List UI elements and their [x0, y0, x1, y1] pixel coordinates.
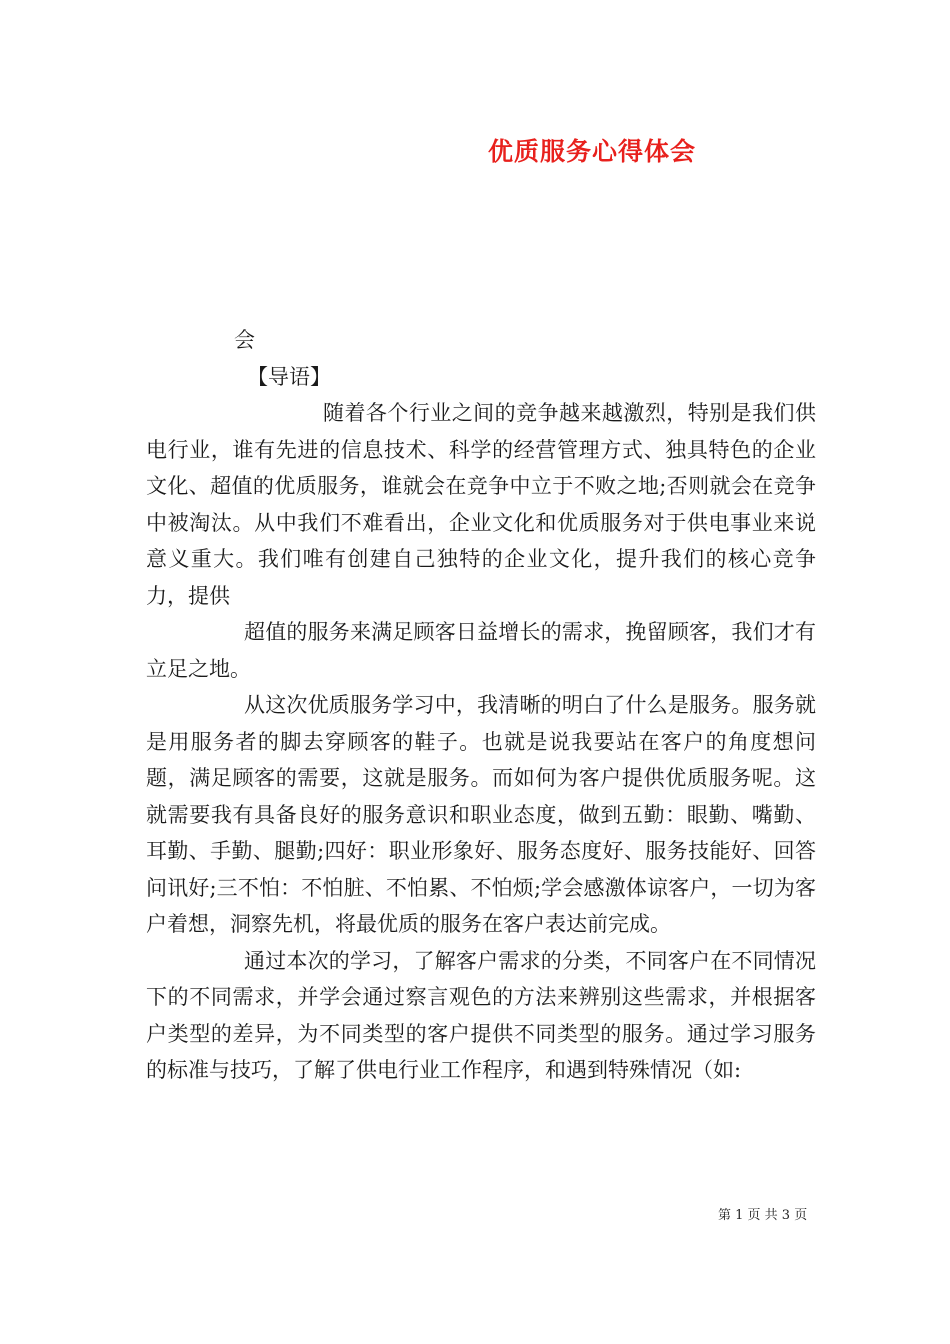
paragraph-hui: 会	[234, 328, 255, 352]
paragraph-service-learning: 从这次优质服务学习中，我清晰的明白了什么是服务。服务就是用服务者的脚去穿顾客的鞋子。也就是说我要站在客户的角度想问题，满足顾客的需要，这就是服务。而如何为客户提供优质服务呢。这就需要我有具备良好的服务意识和职业态度，做到五勤：眼勤、嘴勤、耳勤、手勤、腿勤;四好：职业形象好、服务态度好、服务技能好、回答问讯好;三不怕：不怕脏、不怕累、不怕烦;学会感激体谅客户，一切为客户着想，洞察先机，将最优质的服务在客户表达前完成。	[146, 693, 816, 936]
paragraph-value-service: 超值的服务来满足顾客日益增长的需求，挽留顾客，我们才有立足之地。	[146, 620, 816, 681]
paragraph-lead-heading: 【导语】	[247, 364, 331, 389]
paragraph-intro: 随着各个行业之间的竞争越来越激烈，特别是我们供电行业，谁有先进的信息技术、科学的经营管理方式、独具特色的企业文化、超值的优质服务，谁就会在竞争中立于不败之地;否则就会在竞争中被淘汰。从中我们不难看出，企业文化和优质服务对于供电事业来说意义重大。我们唯有创建自己独特的企业文化，提升我们的核心竞争力，提供	[146, 401, 816, 608]
paragraph-customer-needs: 通过本次的学习，了解客户需求的分类，不同客户在不同情况下的不同需求，并学会通过察言观色的方法来辨别这些需求，并根据客户类型的差异，为不同类型的客户提供不同类型的服务。通过学习服务的标准与技巧，了解了供电行业工作程序，和遇到特殊情况（如:	[146, 948, 816, 1082]
page-footer: 第 1 页 共 3 页	[718, 1208, 808, 1223]
document-body	[146, 322, 816, 1089]
document-title: 优质服务心得体会	[488, 137, 697, 166]
